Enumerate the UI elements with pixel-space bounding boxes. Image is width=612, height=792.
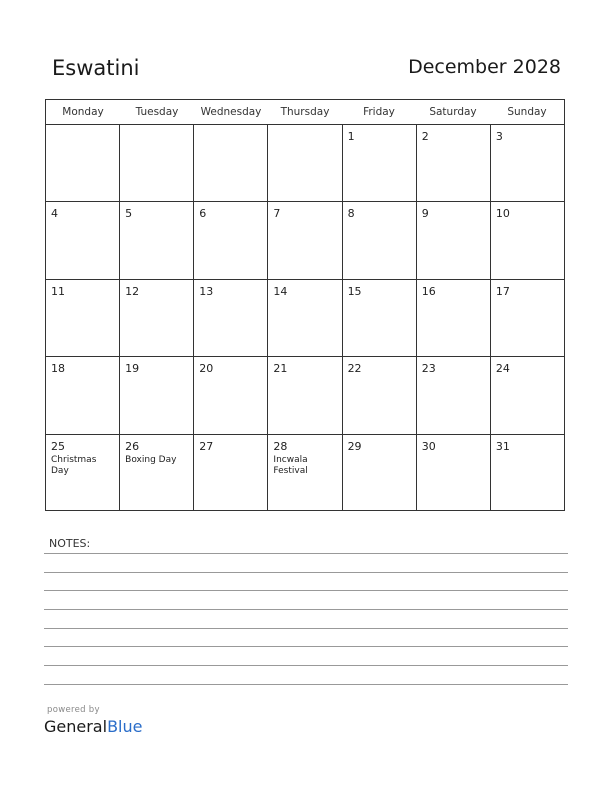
week-row (46, 357, 564, 434)
week-row (46, 280, 564, 357)
day-cell[interactable] (120, 125, 194, 201)
day-number: 14 (273, 284, 288, 298)
day-cell[interactable] (491, 280, 564, 356)
weekday-header: Thursday (280, 106, 330, 118)
day-cell[interactable] (417, 435, 491, 511)
day-number: 18 (51, 362, 65, 376)
day-cell[interactable] (46, 435, 120, 511)
day-cell[interactable] (120, 435, 194, 511)
calendar-grid (45, 99, 565, 511)
holiday-label: Incwala Festival (273, 454, 308, 476)
day-number: 12 (125, 284, 140, 298)
generalblue-logo[interactable] (44, 717, 142, 736)
day-cell[interactable] (194, 280, 268, 356)
day-cell[interactable] (194, 357, 268, 433)
day-number: 26 (125, 439, 140, 453)
day-cell[interactable] (120, 280, 194, 356)
day-number: 10 (495, 207, 510, 221)
day-number: 24 (495, 362, 510, 376)
day-number: 16 (421, 284, 436, 298)
day-number: 31 (495, 439, 510, 453)
day-cell[interactable] (46, 280, 120, 356)
day-cell[interactable] (268, 435, 342, 511)
day-number: 29 (347, 439, 362, 453)
day-cell[interactable] (343, 125, 417, 201)
day-cell[interactable] (46, 125, 120, 201)
day-number: 9 (421, 207, 429, 221)
brand-general-text: General (44, 717, 108, 736)
day-cell[interactable] (120, 357, 194, 433)
weekday-header: Saturday (429, 106, 477, 118)
day-cell[interactable] (46, 357, 120, 433)
notes-label: NOTES: (49, 537, 91, 550)
day-number: 27 (199, 439, 214, 453)
day-cell[interactable] (491, 435, 564, 511)
day-number: 25 (51, 439, 65, 453)
day-cell[interactable] (417, 125, 491, 201)
day-number: 23 (421, 362, 436, 376)
day-cell[interactable] (268, 357, 342, 433)
day-number: 17 (495, 284, 510, 298)
day-cell[interactable] (194, 435, 268, 511)
day-number: 7 (273, 207, 281, 221)
day-cell[interactable] (491, 357, 564, 433)
day-number: 4 (51, 207, 58, 221)
day-number: 3 (495, 130, 503, 143)
weekday-header: Sunday (507, 106, 547, 118)
day-number: 2 (421, 130, 429, 143)
day-cell[interactable] (120, 202, 194, 278)
day-number: 8 (347, 207, 355, 221)
note-line (44, 609, 568, 610)
day-cell[interactable] (417, 280, 491, 356)
day-cell[interactable] (268, 125, 342, 201)
calendar-weeks (46, 125, 564, 511)
day-number: 20 (199, 362, 214, 376)
month-title: December 2028 (408, 56, 561, 78)
day-cell[interactable] (343, 202, 417, 278)
weekday-header: Wednesday (200, 106, 262, 118)
day-cell[interactable] (491, 202, 564, 278)
day-number: 6 (199, 207, 207, 221)
holiday-label: Christmas Day (51, 454, 97, 476)
day-number: 15 (347, 284, 362, 298)
day-cell[interactable] (343, 435, 417, 511)
note-line (44, 590, 568, 591)
day-cell[interactable] (268, 280, 342, 356)
week-row (46, 125, 564, 202)
holiday-label: Boxing Day (125, 454, 177, 465)
note-line (44, 646, 568, 647)
note-line (44, 572, 568, 573)
day-number: 28 (273, 439, 288, 453)
day-cell[interactable] (491, 125, 564, 201)
day-cell[interactable] (46, 202, 120, 278)
day-cell[interactable] (194, 125, 268, 201)
day-cell[interactable] (268, 202, 342, 278)
note-line (44, 665, 568, 666)
powered-by-text: powered by (47, 705, 100, 715)
day-number: 11 (51, 284, 65, 298)
day-cell[interactable] (194, 202, 268, 278)
day-number: 5 (125, 207, 133, 221)
day-cell[interactable] (417, 357, 491, 433)
weekday-header: Monday (62, 106, 104, 118)
note-line (44, 628, 568, 629)
brand-blue-text: Blue (107, 717, 143, 736)
country-title: Eswatini (52, 56, 140, 80)
weekday-header-row (46, 100, 564, 125)
day-cell[interactable] (343, 357, 417, 433)
day-number: 22 (347, 362, 362, 376)
day-number: 19 (125, 362, 140, 376)
day-number: 21 (273, 362, 288, 376)
day-cell[interactable] (417, 202, 491, 278)
day-cell[interactable] (343, 280, 417, 356)
weekday-header: Tuesday (135, 106, 179, 118)
note-line (44, 684, 568, 685)
week-row (46, 202, 564, 279)
week-row (46, 435, 564, 511)
day-number: 30 (421, 439, 436, 453)
note-line (44, 553, 568, 554)
day-number: 1 (347, 130, 355, 143)
day-number: 13 (199, 284, 214, 298)
weekday-header: Friday (363, 106, 395, 118)
